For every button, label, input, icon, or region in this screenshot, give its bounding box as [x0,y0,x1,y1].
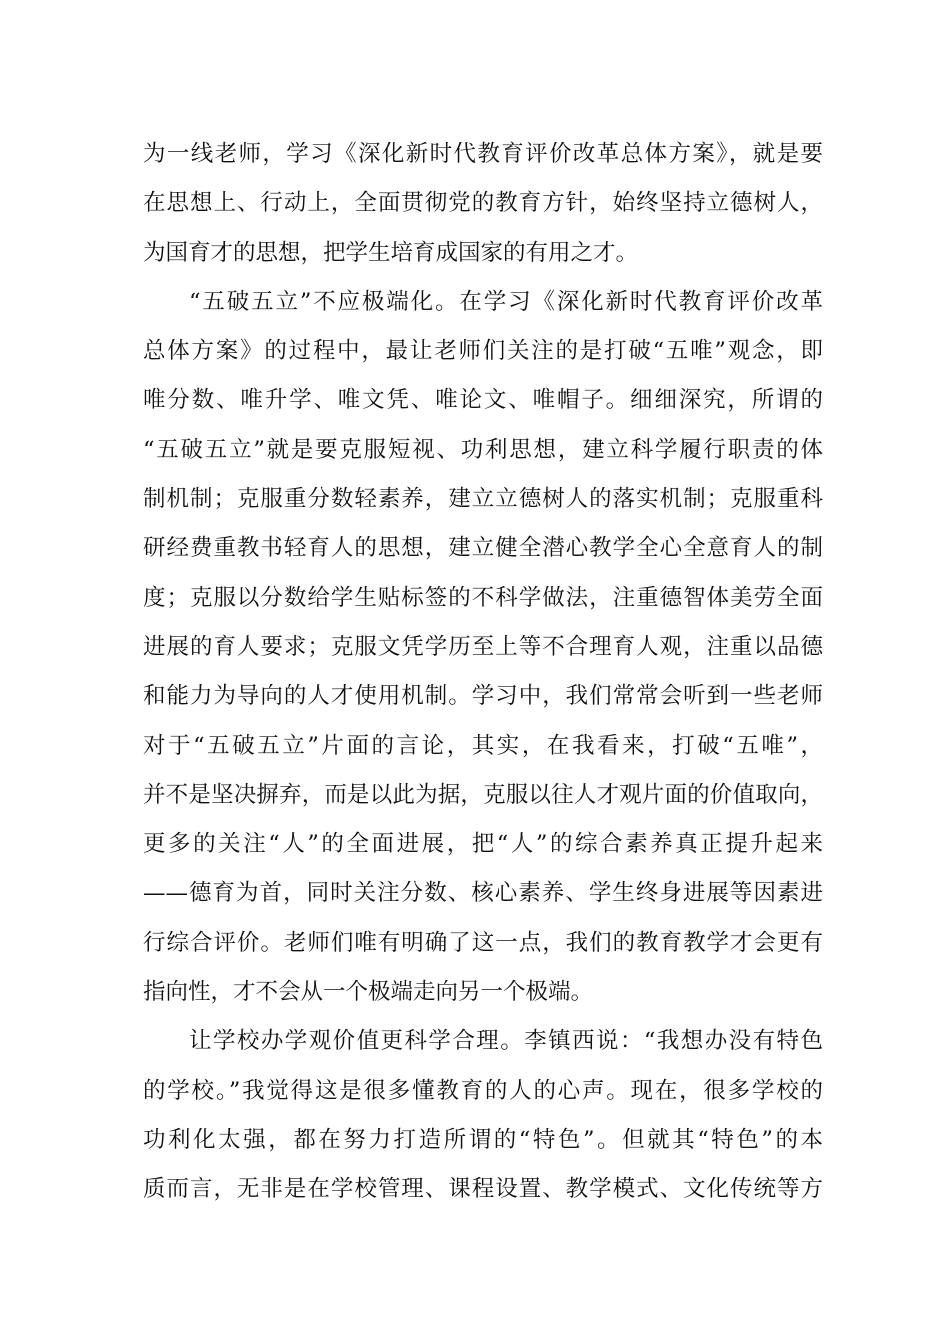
paragraph-line: 质而言，无非是在学校管理、课程设置、教学模式、文化传统等方 [143,1176,823,1203]
paragraph-line: ——德育为首，同时关注分数、核心素养、学生终身进展等因素进 [143,880,823,907]
paragraph-line: 更多的关注“人”的全面进展，把“人”的综合素养真正提升起来 [143,831,823,858]
paragraph-line: “五破五立”就是要克服短视、功利思想，建立科学履行职责的体 [143,436,823,463]
paragraph-line: 研经费重教书轻育人的思想，建立健全潜心教学全心全意育人的制 [143,535,823,562]
paragraph-line: “五破五立”不应极端化。在学习《深化新时代教育评价改革 [189,288,823,315]
paragraph-line: 功利化太强，都在努力打造所谓的“特色”。但就其“特色”的本 [143,1126,823,1153]
paragraph-line: 在思想上、行动上，全面贯彻党的教育方针，始终坚持立德树人， [143,190,823,217]
paragraph-line: 为国育才的思想，把学生培育成国家的有用之才。 [143,239,639,266]
paragraph-line: 和能力为导向的人才使用机制。学习中，我们常常会听到一些老师 [143,683,823,710]
paragraph-line: 制机制；克服重分数轻素养，建立立德树人的落实机制；克服重科 [143,486,823,513]
paragraph-line: 让学校办学观价值更科学合理。李镇西说：“我想办没有特色 [189,1028,823,1055]
paragraph-3 [143,1017,823,1214]
paragraph-line: 指向性，才不会从一个极端走向另一个极端。 [143,979,594,1006]
paragraph-line: 进展的育人要求；克服文凭学历至上等不合理育人观，注重以品德 [143,633,823,660]
body-text [143,130,823,1215]
paragraph-line: 总体方案》的过程中，最让老师们关注的是打破“五唯”观念，即 [143,338,823,365]
paragraph-line: 的学校。”我觉得这是很多懂教育的人的心声。现在，很多学校的 [143,1077,823,1104]
paragraph-line: 并不是坚决摒弃，而是以此为据，克服以往人才观片面的价值取向， [143,781,823,808]
paragraph-line: 度；克服以分数给学生贴标签的不科学做法，注重德智体美劳全面 [143,584,823,611]
paragraph-line: 为一线老师，学习《深化新时代教育评价改革总体方案》，就是要 [143,141,823,167]
paragraph-1 [143,130,823,278]
paragraph-2 [143,278,823,1017]
paragraph-line: 行综合评价。老师们唯有明确了这一点，我们的教育教学才会更有 [143,929,823,956]
paragraph-line: 对于“五破五立”片面的言论，其实，在我看来，打破“五唯”， [143,732,823,759]
paragraph-line: 唯分数、唯升学、唯文凭、唯论文、唯帽子。细细深究，所谓的 [143,387,823,414]
